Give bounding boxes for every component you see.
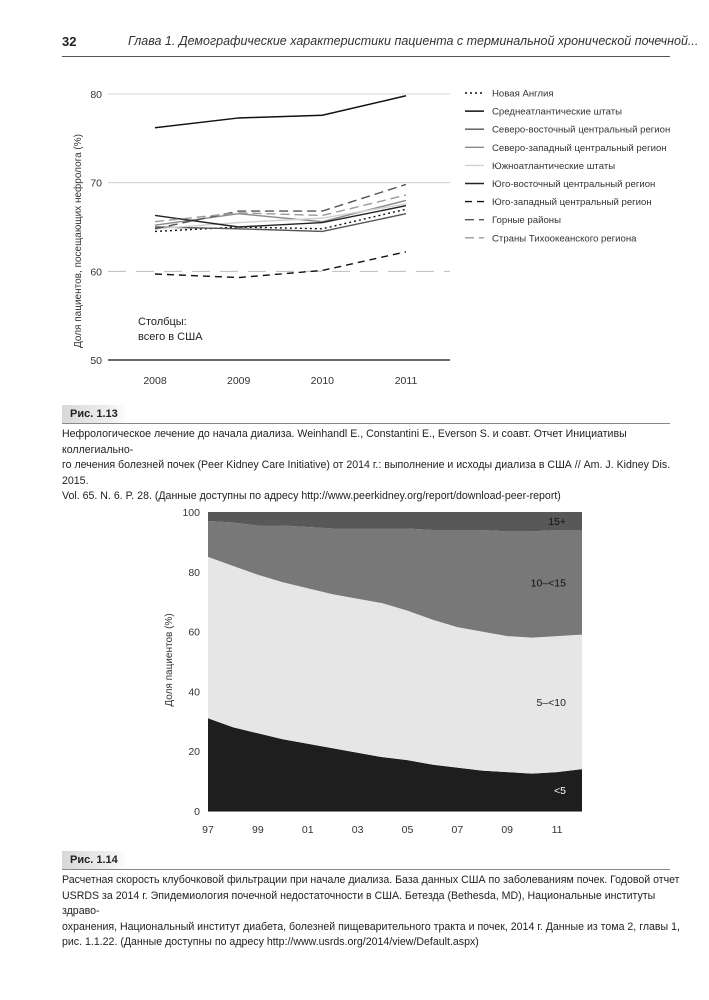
header-rule xyxy=(62,56,670,57)
chart1-legend-label: Среднеатлантические штаты xyxy=(492,106,622,118)
chart1-legend-label: Юго-западный центральный регион xyxy=(492,197,652,209)
chart1-y-axis-label: Доля пациентов, посещающих нефролога (%) xyxy=(73,134,84,348)
figure-1-14-area-chart xyxy=(150,500,600,845)
chart1-series xyxy=(155,96,406,278)
chart1-legend-label: Юго-восточный центральный регион xyxy=(492,179,656,190)
chart2-y-tick-label: 0 xyxy=(194,806,200,818)
chart1-y-tick-label: 60 xyxy=(90,266,102,279)
chart1-legend-label: Северо-восточный центральный регион xyxy=(492,124,671,136)
chart2-x-tick-label: 07 xyxy=(451,824,464,836)
chart2-y-tick-label: 20 xyxy=(188,746,200,759)
chart1-y-tick-label: 50 xyxy=(90,355,102,367)
chart2-series-label: 5–<10 xyxy=(536,696,566,709)
chart2-y-tick-label: 60 xyxy=(188,626,200,639)
chart1-x-tick-label: 2010 xyxy=(310,375,335,387)
chart2-areas xyxy=(208,512,582,811)
chart1-y-tick-label: 70 xyxy=(90,177,102,190)
chart1-x-ticks xyxy=(143,375,417,387)
caption-line: охранения, Национальный институт диабета, болезней пищеварительного тракта и почек, 2014 г. Данные из тома 2, главы 1, xyxy=(62,920,680,933)
chart2-x-tick-label: 97 xyxy=(202,824,214,836)
chart2-x-tick-label: 05 xyxy=(401,824,414,836)
chart1-x-tick-label: 2008 xyxy=(143,375,167,387)
chart1-legend-label: Новая Англия xyxy=(492,88,554,100)
figure-1-13-label: Рис. 1.13 xyxy=(62,405,128,423)
figure-1-14-label: Рис. 1.14 xyxy=(62,851,128,869)
chart1-series-line xyxy=(155,96,406,128)
chart2-x-ticks xyxy=(202,824,563,836)
chart1-legend-label: Страны Тихоокеанского региона xyxy=(492,233,637,245)
caption-line: рис. 1.1.22. (Данные доступны по адресу http://www.usrds.org/2014/view/Default.aspx) xyxy=(62,936,479,948)
chart2-y-axis-label: Доля пациентов (%) xyxy=(164,613,175,707)
chart2-x-tick-label: 11 xyxy=(551,824,563,836)
chart1-series-line xyxy=(155,214,406,232)
figure-1-13-line-chart xyxy=(60,78,680,398)
caption-line: Расчетная скорость клубочковой фильтрации при начале диализа. База данных США по заболеваниям почек. Годовой отчет xyxy=(62,874,680,886)
chart1-legend xyxy=(465,89,670,245)
chart2-y-tick-label: 100 xyxy=(182,507,200,519)
chart2-x-tick-label: 99 xyxy=(252,824,264,836)
chart2-x-tick-label: 03 xyxy=(351,824,364,836)
chart2-series-label: <5 xyxy=(554,785,566,798)
chart2-x-tick-label: 09 xyxy=(501,824,514,836)
chart1-annotation-line1: Столбцы: xyxy=(138,316,187,328)
caption-line: USRDS за 2014 г. Эпидемиология почечной недостаточности в США. Бетезда (Bethesda, MD), Национальные институты здраво- xyxy=(62,889,656,917)
figure-1-14-rule xyxy=(62,869,670,870)
chart1-series-line xyxy=(155,252,406,278)
running-title: Глава 1. Демографические характеристики пациента с терминальной хронической почечной... xyxy=(128,34,699,48)
page-header xyxy=(62,34,699,54)
chart2-series-label: 15+ xyxy=(548,515,566,528)
figure-1-13-rule xyxy=(62,423,670,424)
chart1-y-ticks xyxy=(90,89,102,367)
chart1-y-tick-label: 80 xyxy=(90,89,102,101)
chart1-series-line xyxy=(155,206,406,227)
chart1-legend-label: Горные районы xyxy=(492,215,561,227)
figure-1-14-caption xyxy=(62,873,682,951)
chart1-legend-label: Северо-западный центральный регион xyxy=(492,142,667,154)
chart1-annotation-line2: всего в США xyxy=(138,331,203,343)
caption-line: Нефрологическое лечение до начала диализа. Weinhandl E., Constantini E., Everson S. и соавт. Отчет Инициативы коллегиально- xyxy=(62,428,627,456)
chart2-y-tick-label: 80 xyxy=(188,566,200,579)
page-number: 32 xyxy=(62,34,77,49)
chart1-x-tick-label: 2009 xyxy=(226,375,251,387)
chart2-y-tick-label: 40 xyxy=(188,686,200,699)
caption-line: го лечения болезней почек (Peer Kidney Care Initiative) от 2014 г.: выполнение и исходы диализа в США // Am. J. Kidney Dis. 2015. xyxy=(62,459,671,487)
caption-line: Vol. 65. N. 6. P. 28. (Данные доступны по адресу http://www.peerkidney.org/report/download-peer-report) xyxy=(62,490,561,502)
chart2-x-tick-label: 01 xyxy=(301,824,314,836)
chart2-series-label: 10–<15 xyxy=(530,577,566,590)
chart1-x-tick-label: 2011 xyxy=(394,375,418,387)
figure-1-13-caption xyxy=(62,427,682,505)
chart1-legend-label: Южноатлантические штаты xyxy=(492,160,616,172)
